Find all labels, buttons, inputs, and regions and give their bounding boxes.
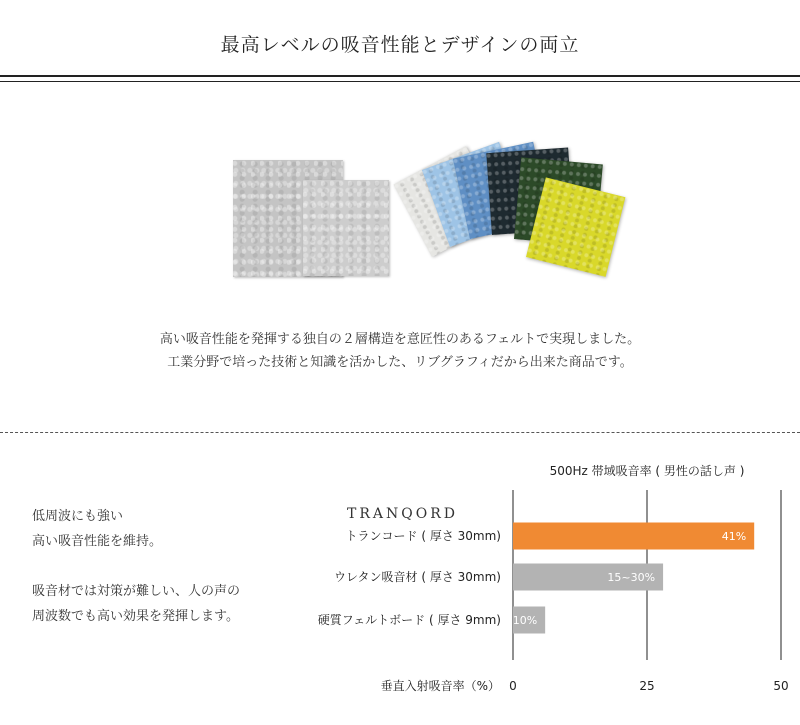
description-line-1: 高い吸音性能を発揮する独自の２層構造を意匠性のあるフェルトで実現しました。 (159, 332, 641, 347)
page-title: 最高レベルの吸音性能とデザインの両立 (220, 34, 580, 56)
feature-line: 吸音材では対策が難しい、人の声の (32, 584, 241, 599)
x-tick-label: 50 (773, 679, 789, 693)
feature-line: 周波数でも高い効果を発揮します。 (32, 609, 239, 624)
x-axis-title: 垂直入射吸音率（%） (380, 679, 500, 693)
bar (513, 523, 754, 550)
feature-line: 低周波にも強い (32, 509, 124, 524)
bar-value-label: 7~10% (496, 614, 538, 627)
bar-value-label: 41% (721, 530, 747, 543)
chart-title: 500Hz 帯域吸音率 ( 男性の話し声 ) (549, 464, 745, 478)
description-line-2: 工業分野で培った技術と知識を活かした、リブグラフィだから出来た商品です。 (167, 355, 633, 370)
x-tick-label: 25 (639, 679, 655, 693)
category-label: トランコード ( 厚さ 30mm) (345, 529, 501, 543)
x-tick-label: 0 (509, 679, 517, 693)
category-label: 硬質フェルトボード ( 厚さ 9mm) (317, 613, 501, 627)
category-label: ウレタン吸音材 ( 厚さ 30mm) (334, 570, 501, 584)
brand-logo: TRANQORD (347, 506, 458, 522)
feature-line: 高い吸音性能を維持。 (32, 534, 163, 549)
bar-value-label: 15~30% (607, 571, 656, 584)
